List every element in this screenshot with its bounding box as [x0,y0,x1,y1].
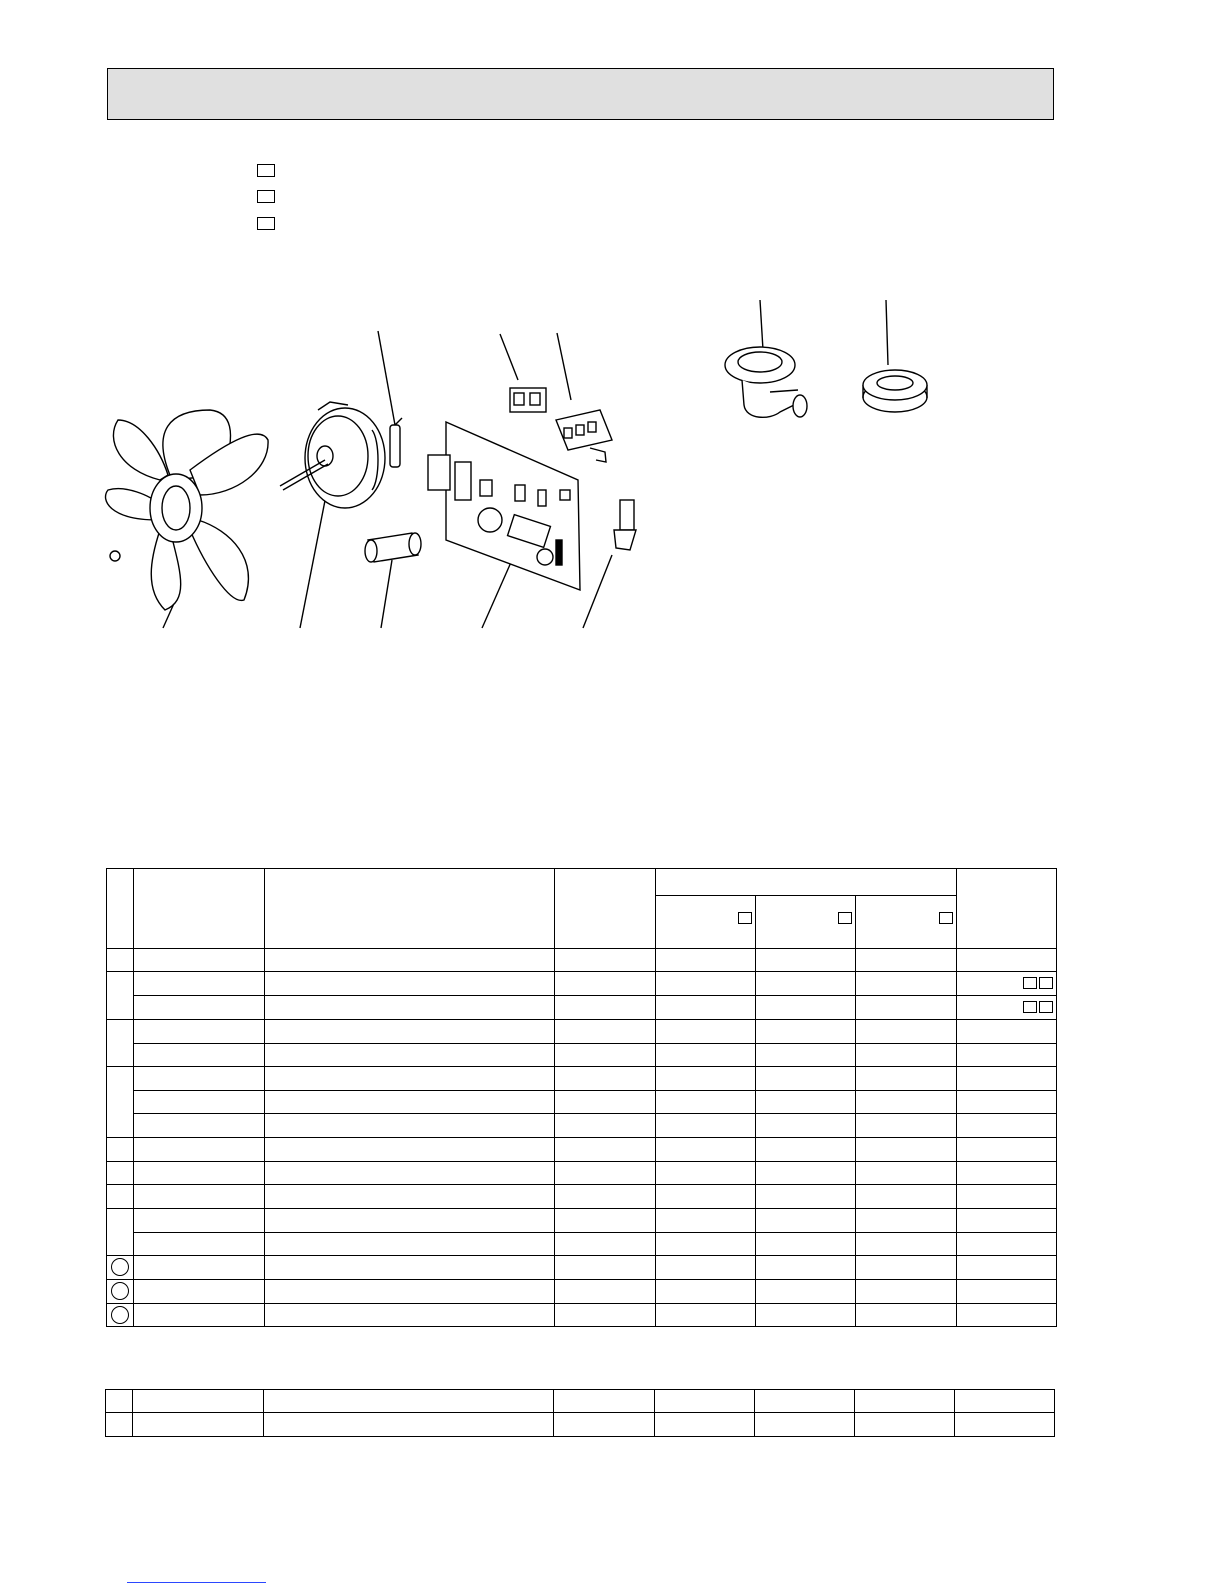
table-row [107,1138,1057,1162]
model-3-box [939,912,953,924]
header-model-2 [756,896,856,949]
parts-table [106,868,1057,1327]
table-row [107,1185,1057,1209]
header-part-no [134,869,265,949]
table-row [107,1114,1057,1138]
header-models-group [656,869,957,896]
drain-cap-drawing [863,370,927,412]
thermistor-drawing [390,418,402,467]
table-row [106,1390,1055,1413]
capacitor-drawing [365,533,421,562]
model-1-box [738,912,752,924]
table-row [107,1304,1057,1327]
lead-wire-connector-drawing [614,500,636,550]
terminal-block-2p-drawing [510,388,546,412]
table-row [107,972,1057,996]
table-row [107,1256,1057,1280]
header-model-3 [856,896,957,949]
table-row [107,996,1057,1020]
fan-motor-drawing [280,402,385,508]
accessory-table [105,1389,1055,1437]
propeller-fan-drawing [106,410,269,610]
circle-marker-3 [111,1306,129,1324]
header-model-1 [656,896,756,949]
table-row [107,1162,1057,1185]
leader-thermistor [378,331,395,425]
table-row [107,1044,1057,1067]
parts-illustration [0,0,1225,660]
table-row [107,1091,1057,1114]
footer-link-underline [127,1582,266,1583]
remarks-cell [957,996,1057,1020]
remarks-cell [957,972,1057,996]
header-no [107,869,134,949]
table-row [107,1233,1057,1256]
table-row [107,1209,1057,1233]
header-remarks [957,869,1057,949]
circle-marker-2 [111,1282,129,1300]
terminal-block-4p-drawing [556,410,612,462]
drain-socket-drawing [725,347,807,417]
header-part-name [265,869,555,949]
table-row [107,949,1057,972]
table-row [107,1067,1057,1091]
table-row [107,1020,1057,1044]
circle-marker-1 [111,1258,129,1276]
model-2-box [838,912,852,924]
table-row [106,1413,1055,1437]
header-symbol [555,869,656,949]
controller-board-drawing [428,422,580,590]
table-row [107,1280,1057,1304]
